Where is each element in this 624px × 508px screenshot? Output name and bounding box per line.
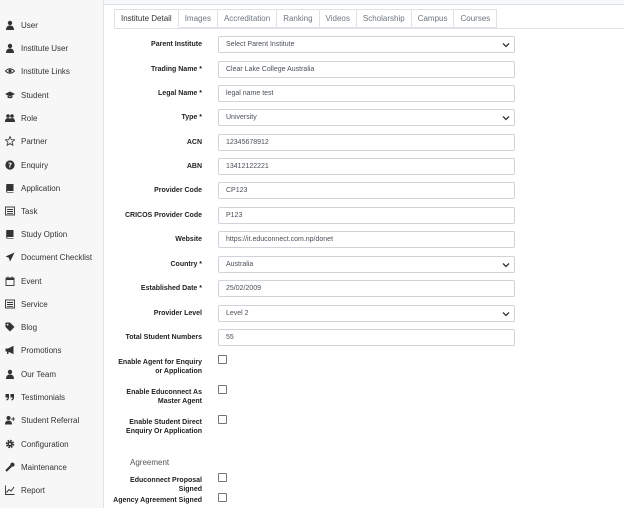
- sidebar-item-label: Promotions: [21, 345, 62, 355]
- enable-agent-checkbox[interactable]: [218, 355, 227, 364]
- sidebar-item-application[interactable]: [0, 178, 104, 198]
- type-select[interactable]: [218, 109, 515, 126]
- abn-value: 13412122221: [226, 163, 269, 170]
- top-bar: [104, 0, 624, 5]
- sidebar-item-configuration[interactable]: [0, 434, 104, 454]
- user-icon: [4, 42, 16, 54]
- total-student-numbers-input[interactable]: [218, 329, 515, 346]
- chevron-down-icon: [502, 261, 510, 269]
- users-icon: [4, 112, 16, 124]
- eye-icon: [4, 65, 16, 77]
- enable-agent-label: Enable Agent for Enquiry or Application: [118, 359, 202, 375]
- provider-level-label: Provider Level: [153, 310, 202, 317]
- sidebar-item-institute-links[interactable]: [0, 61, 104, 81]
- sidebar: [0, 0, 104, 508]
- country-select[interactable]: [218, 256, 515, 273]
- country-value: Australia: [226, 261, 254, 268]
- question-circle-icon: [4, 159, 16, 171]
- svg-text:?: ?: [7, 161, 13, 170]
- calendar-icon: [4, 275, 16, 287]
- sidebar-item-maintenance[interactable]: [0, 457, 104, 477]
- enable-student-direct-label: Enable Student Direct Enquiry Or Application: [126, 419, 202, 435]
- acn-input[interactable]: [218, 134, 515, 151]
- provider-level-select[interactable]: [218, 305, 515, 322]
- type-label: Type *: [181, 114, 202, 121]
- user-icon: [4, 19, 16, 31]
- sidebar-item-label: Enquiry: [21, 160, 49, 170]
- legal-name-value: legal name test: [226, 90, 274, 97]
- sidebar-item-label: Role: [21, 113, 38, 123]
- sidebar-item-institute-user[interactable]: [0, 38, 104, 58]
- legal-name-input[interactable]: [218, 85, 515, 102]
- abn-input[interactable]: [218, 158, 515, 175]
- established-date-value: 25/02/2009: [226, 285, 262, 292]
- tags-icon: [4, 321, 16, 333]
- sidebar-item-testimonials[interactable]: [0, 387, 104, 407]
- tab-accreditation[interactable]: Accreditation: [218, 9, 277, 28]
- quote-icon: [4, 391, 16, 403]
- sidebar-item-task[interactable]: [0, 201, 104, 221]
- cricos-provider-code-label: CRICOS Provider Code: [124, 212, 202, 219]
- parent-institute-select[interactable]: [218, 36, 515, 53]
- chart-line-icon: [4, 484, 16, 496]
- tab-divider: [114, 28, 624, 29]
- abn-label: ABN: [186, 163, 202, 170]
- sidebar-item-label: User: [21, 20, 38, 30]
- sidebar-item-blog[interactable]: [0, 317, 104, 337]
- cricos-provider-code-value: P123: [226, 212, 243, 219]
- sidebar-item-enquiry[interactable]: [0, 155, 104, 175]
- agency-agreement-signed-label: Agency Agreement Signed: [113, 497, 202, 504]
- sidebar-item-label: Task: [21, 206, 38, 216]
- sidebar-item-promotions[interactable]: [0, 340, 104, 360]
- sidebar-item-label: Institute User: [21, 43, 69, 53]
- sidebar-item-label: Application: [21, 183, 61, 193]
- plane-icon: [4, 251, 16, 263]
- type-value: University: [226, 114, 257, 121]
- total-student-numbers-label: Total Student Numbers: [125, 334, 202, 341]
- wrench-icon: [4, 461, 16, 473]
- acn-label: ACN: [186, 139, 202, 146]
- provider-code-value: CP123: [226, 187, 248, 194]
- sidebar-item-partner[interactable]: [0, 131, 104, 151]
- sidebar-item-label: Blog: [21, 322, 38, 332]
- enable-master-agent-label: Enable Educonnect As Master Agent: [126, 389, 202, 405]
- legal-name-label: Legal Name *: [158, 90, 202, 97]
- parent-institute-label: Parent Institute: [151, 41, 202, 48]
- tab-campus[interactable]: Campus: [412, 9, 455, 28]
- tab-institute-detail[interactable]: Institute Detail: [114, 9, 179, 28]
- sidebar-item-label: Maintenance: [21, 462, 67, 472]
- provider-level-value: Level 2: [226, 310, 249, 317]
- country-label: Country *: [170, 261, 202, 268]
- chevron-down-icon: [502, 114, 510, 122]
- trading-name-value: Clear Lake College Australia: [226, 66, 315, 73]
- sidebar-item-label: Event: [21, 276, 42, 286]
- tab-videos[interactable]: Videos: [320, 9, 357, 28]
- tab-courses[interactable]: Courses: [454, 9, 497, 28]
- established-date-label: Established Date *: [140, 285, 202, 292]
- cricos-provider-code-input[interactable]: [218, 207, 515, 224]
- sidebar-item-student[interactable]: [0, 85, 104, 105]
- sidebar-item-document-checklist[interactable]: [0, 247, 104, 267]
- star-icon: [4, 135, 16, 147]
- user-plus-icon: [4, 414, 16, 426]
- sidebar-item-study-option[interactable]: [0, 224, 104, 244]
- tab-ranking[interactable]: Ranking: [277, 9, 319, 28]
- acn-value: 12345678912: [226, 139, 269, 146]
- list-icon: [4, 205, 16, 217]
- website-value: https://it.educonnect.com.np/donet: [226, 236, 334, 243]
- book-icon: [4, 228, 16, 240]
- sidebar-item-service[interactable]: [0, 294, 104, 314]
- sidebar-item-label: Our Team: [21, 369, 56, 379]
- enable-master-agent-checkbox[interactable]: [218, 385, 227, 394]
- sidebar-item-label: Service: [21, 299, 48, 309]
- sidebar-item-report[interactable]: [0, 480, 104, 500]
- established-date-input[interactable]: [218, 280, 515, 297]
- sidebar-item-label: Study Option: [21, 229, 68, 239]
- book-icon: [4, 182, 16, 194]
- trading-name-label: Trading Name *: [151, 66, 202, 73]
- gear-icon: [4, 438, 16, 450]
- proposal-signed-checkbox[interactable]: [218, 473, 227, 482]
- sidebar-item-label: Report: [21, 485, 46, 495]
- provider-code-input[interactable]: [218, 182, 515, 199]
- agreement-heading: Agreement: [130, 458, 170, 467]
- total-student-numbers-value: 55: [226, 334, 234, 341]
- sidebar-item-role[interactable]: [0, 108, 104, 128]
- sidebar-item-label: Institute Links: [21, 66, 70, 76]
- proposal-signed-label: Educonnect Proposal Signed: [130, 477, 202, 493]
- website-label: Website: [175, 236, 202, 243]
- parent-institute-value: Select Parent Institute: [226, 41, 295, 48]
- chevron-down-icon: [502, 310, 510, 318]
- sidebar-item-our-team[interactable]: [0, 364, 104, 384]
- website-input[interactable]: [218, 231, 515, 248]
- sidebar-item-label: Configuration: [21, 439, 69, 449]
- tab-scholarship[interactable]: Scholarship: [357, 9, 412, 28]
- agency-agreement-signed-checkbox[interactable]: [218, 493, 227, 502]
- trading-name-input[interactable]: [218, 61, 515, 78]
- bullhorn-icon: [4, 344, 16, 356]
- enable-student-direct-checkbox[interactable]: [218, 415, 227, 424]
- chevron-down-icon: [502, 41, 510, 49]
- graduation-cap-icon: [4, 89, 16, 101]
- sidebar-item-event[interactable]: [0, 271, 104, 291]
- list-icon: [4, 298, 16, 310]
- sidebar-item-student-referral[interactable]: [0, 410, 104, 430]
- sidebar-item-user[interactable]: [0, 15, 104, 35]
- sidebar-item-label: Document Checklist: [21, 252, 93, 262]
- sidebar-item-label: Partner: [21, 136, 48, 146]
- user-icon: [4, 368, 16, 380]
- tab-images[interactable]: Images: [179, 9, 218, 28]
- sidebar-item-label: Student Referral: [21, 415, 80, 425]
- sidebar-item-label: Testimonials: [21, 392, 66, 402]
- tab-bar: [114, 9, 497, 29]
- sidebar-item-label: Student: [21, 90, 49, 100]
- provider-code-label: Provider Code: [154, 187, 202, 194]
